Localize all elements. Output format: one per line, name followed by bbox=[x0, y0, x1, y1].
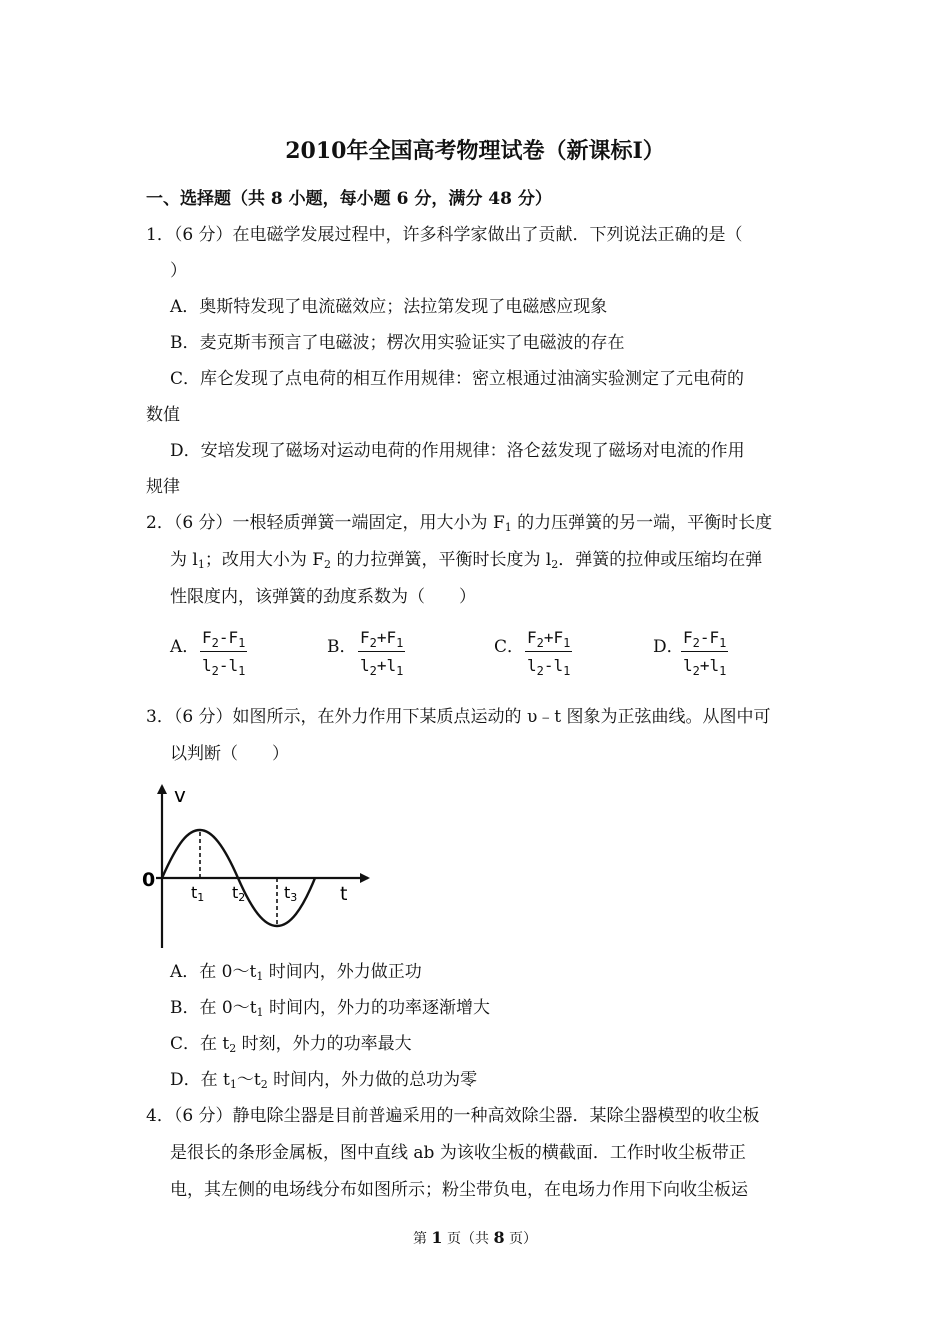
q2-option-a-label: A． bbox=[170, 637, 200, 657]
q2-stem-line3: 性限度内，该弹簧的劲度系数为（ ） bbox=[170, 587, 476, 607]
t3-label: t3 bbox=[284, 883, 298, 904]
q3-option-a: A．在 $0\sim t_1$ 时间内，外力做正功 bbox=[170, 962, 422, 983]
q3-vt-graph bbox=[138, 772, 388, 954]
q4-stem-line1: 4．（6 分）静电除尘器是目前普遍采用的一种高效除尘器．某除尘器模型的收尘板 bbox=[146, 1106, 760, 1126]
t1-label: t1 bbox=[191, 883, 205, 904]
q2-stem-line2: 为 $l_1$；改用大小为 $F_2$ 的力拉弹簧，平衡时长度为 $l_2$．弹簧的拉伸或压缩均在弹 bbox=[170, 550, 763, 571]
q2-option-c-fraction: $\frac{F_2+F_1}{l_2-l_1}$ bbox=[527, 628, 571, 678]
q1-option-d-line1: D．安培发现了磁场对运动电荷的作用规律：洛仑兹发现了磁场对电流的作用 bbox=[170, 441, 745, 461]
origin-label: 0 bbox=[142, 869, 156, 891]
v-axis-label: v bbox=[174, 783, 186, 807]
q3-stem-line2: 以判断（ ） bbox=[170, 744, 289, 764]
page-footer: 第 1 页（共 8 页） bbox=[412, 1228, 538, 1247]
q3-stem-line1: 3．（6 分）如图所示，在外力作用下某质点运动的 υ﹣t 图象为正弦曲线。从图中可 bbox=[146, 707, 771, 727]
t-axis-label: t bbox=[340, 883, 348, 905]
q3-option-d: D．在 $t_1\sim t_2$ 时间内，外力做的总功为零 bbox=[170, 1070, 478, 1091]
q2-option-c-label: C． bbox=[494, 637, 525, 657]
q3-option-b: B．在 $0\sim t_1$ 时间内，外力的功率逐渐增大 bbox=[170, 998, 490, 1019]
page-title: 2010年全国高考物理试卷（新课标Ⅰ） bbox=[285, 138, 665, 164]
q1-option-b: B．麦克斯韦预言了电磁波；楞次用实验证实了电磁波的存在 bbox=[170, 333, 625, 353]
q1-option-c-line2: 数值 bbox=[146, 405, 180, 425]
q1-option-a: A．奥斯特发现了电流磁效应；法拉第发现了电磁感应现象 bbox=[170, 297, 608, 317]
q2-option-b-label: B． bbox=[327, 637, 357, 657]
q2-option-d-label: D． bbox=[653, 637, 684, 657]
q4-stem-line3: 电，其左侧的电场线分布如图所示；粉尘带负电，在电场力作用下向收尘板运 bbox=[170, 1180, 748, 1200]
q1-stem-line1: 1．（6 分）在电磁学发展过程中，许多科学家做出了贡献．下列说法正确的是（ bbox=[146, 225, 743, 245]
q1-option-d-line2: 规律 bbox=[146, 477, 180, 497]
q1-stem-line2: ） bbox=[170, 261, 187, 281]
t2-label: t2 bbox=[232, 883, 246, 904]
q2-stem-line1: 2．（6 分）一根轻质弹簧一端固定，用大小为 $F_1$ 的力压弹簧的另一端，平衡时长度 bbox=[146, 513, 773, 534]
q4-stem-line2: 是很长的条形金属板，图中直线 ab 为该收尘板的横截面．工作时收尘板带正 bbox=[170, 1143, 746, 1163]
section-heading: 一、选择题（共 8 小题，每小题 6 分，满分 48 分） bbox=[146, 189, 552, 209]
q1-option-c-line1: C．库仑发现了点电荷的相互作用规律：密立根通过油滴实验测定了元电荷的 bbox=[170, 369, 745, 389]
q3-option-c: C．在 $t_2$ 时刻，外力的功率最大 bbox=[170, 1034, 412, 1055]
q2-option-a-fraction: $\frac{F_2-F_1}{l_2-l_1}$ bbox=[202, 628, 246, 678]
q2-option-b-fraction: $\frac{F_2+F_1}{l_2+l_1}$ bbox=[360, 628, 404, 678]
q2-option-d-fraction: $\frac{F_2-F_1}{l_2+l_1}$ bbox=[683, 628, 727, 678]
